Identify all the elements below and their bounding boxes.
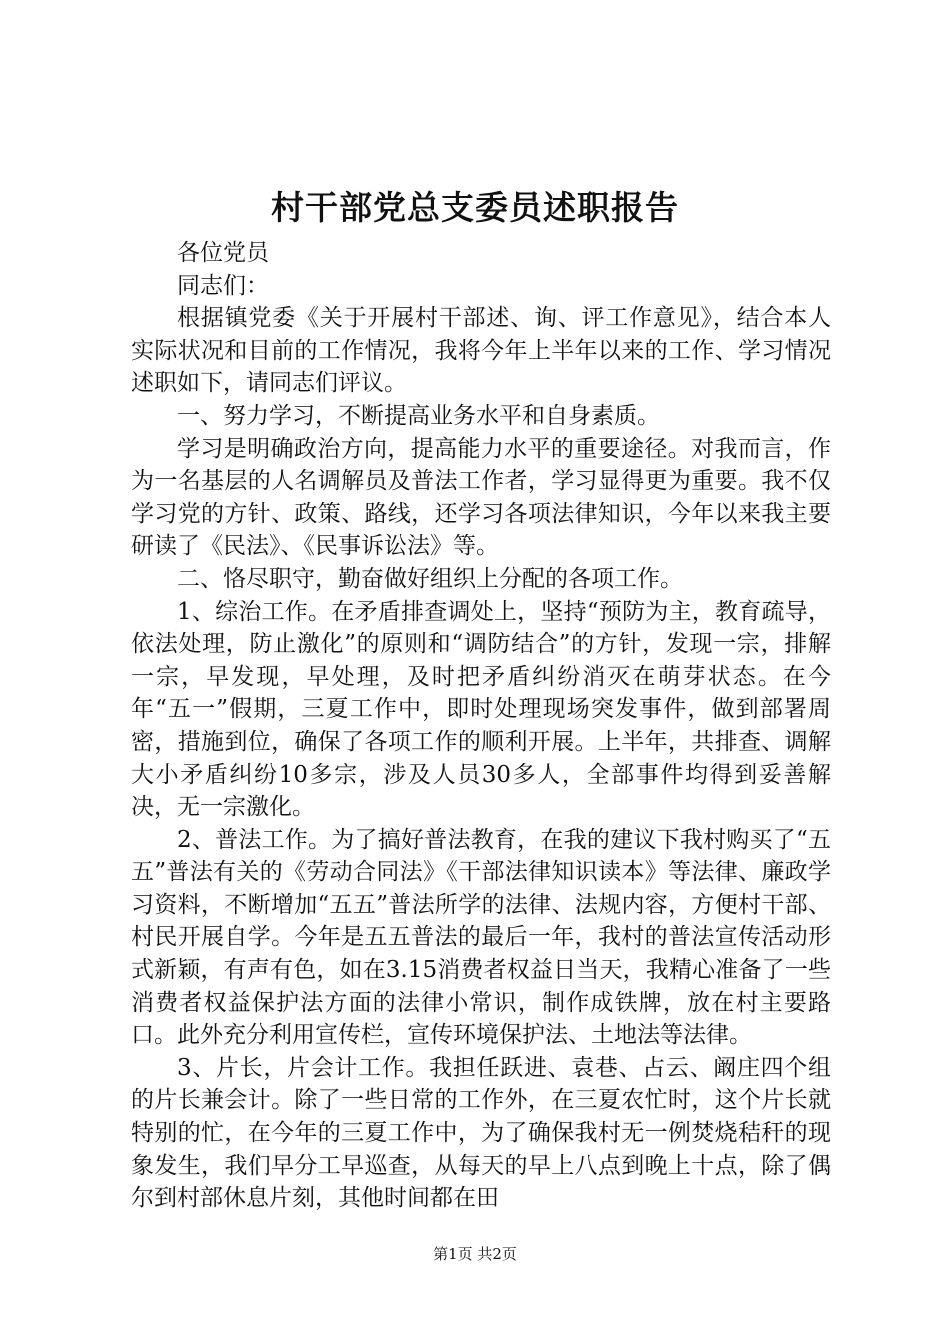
paragraph-comprehensive-governance: 1、综治工作。在矛盾排查调处上，坚持“预防为主，教育疏导，依法处理，防止激化”的原则和“调防结合”的方针，发现一宗，排解一宗，早发现，早处理，及时把矛盾纠纷消灭在萌芽状态。在今年“五一”假期，三夏工作中，即时处理现场突发事件，做到部署周密，措施到位，确保了各项工作的顺利开展。上半年，共排查、调解大小矛盾纠纷10多宗，涉及人员30多人，全部事件均得到妥善解决，无一宗激化。 [131, 598, 831, 821]
paragraph-legal-education: 2、普法工作。为了搞好普法教育，在我的建议下我村购买了“五五”普法有关的《劳动合同法》《干部法律知识读本》等法律、廉政学习资料，不断增加“五五”普法所学的法律、法规内容，方便村干部、村民开展自学。今年是五五普法的最后一年，我村的普法宣传活动形式新颖，有声有色，如在3.15消费者权益日当天，我精心准备了一些消费者权益保护法方面的法律小常识，制作成铁牌，放在村主要路口。此外充分利用宣传栏，宣传环境保护法、土地法等法律。 [131, 826, 831, 1049]
document-title: 村干部党总支委员述职报告 [271, 188, 679, 227]
paragraph-study: 学习是明确政治方向，提高能力水平的重要途径。对我而言，作为一名基层的人名调解员及普法工作者，学习显得更为重要。我不仅学习党的方针、政策、路线，还学习各项法律知识，今年以来我主要研读了《民法》、《民事诉讼法》等。 [131, 435, 831, 560]
salutation-line-1: 各位党员 [177, 240, 269, 266]
page-number: 第1页 共2页 [433, 1245, 517, 1263]
salutation-line-2: 同志们： [177, 272, 269, 299]
section-heading-2: 二、恪尽职守，勤奋做好组织上分配的各项工作。 [177, 565, 683, 592]
paragraph-area-leader: 3、片长，片会计工作。我担任跃进、袁巷、占云、阚庄四个组的片长兼会计。除了一些日常的工作外，在三夏农忙时，这个片长就特别的忙，在今年的三夏工作中，为了确保我村无一例焚烧秸秆的现象发生，我们早分工早巡查，从每天的早上八点到晚上十点，除了偶尔到村部休息片刻，其他时间都在田 [131, 1054, 831, 1212]
paragraph-intro: 根据镇党委《关于开展村干部述、询、评工作意见》，结合本人实际状况和目前的工作情况，我将今年上半年以来的工作、学习情况述职如下，请同志们评议。 [131, 305, 831, 397]
section-heading-1: 一、努力学习，不断提高业务水平和自身素质。 [177, 402, 660, 429]
document-body [131, 237, 831, 1215]
